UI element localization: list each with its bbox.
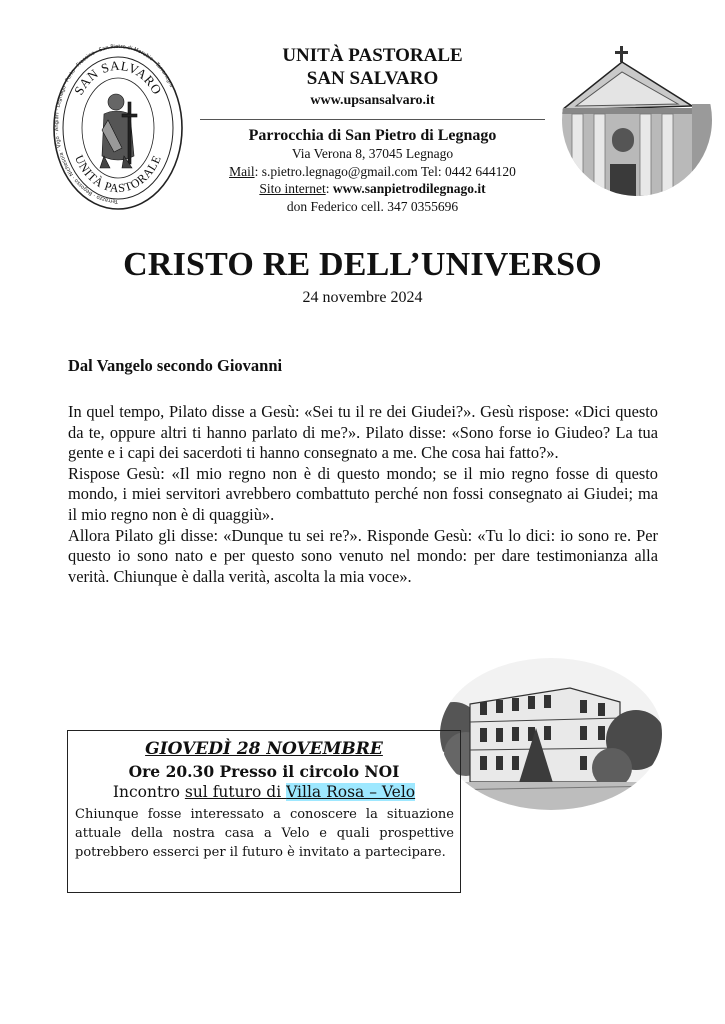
event-notice-box [67, 730, 461, 893]
site-separator: : [325, 181, 333, 196]
priest-contact: don Federico cell. 347 0355696 [286, 198, 459, 214]
event-topic-underlined: sul futuro di [184, 783, 287, 801]
parish-mail-line [200, 163, 545, 181]
gospel-text [68, 402, 658, 587]
parish-header [200, 44, 545, 215]
event-topic [68, 782, 460, 803]
church-photo [562, 44, 712, 196]
gospel-paragraph: Allora Pilato gli disse: «Dunque tu sei re?». Risponde Gesù: «Tu lo dici: io sono re. Per questo io sono nato e per questo sono venuto nel mondo: per dare testimonianza alla verità. Chiunque è dalla verità, ascolta la mia voce». [68, 525, 658, 586]
unit-title-line2: SAN SALVARO [306, 68, 439, 89]
parish-name: Parrocchia di San Pietro di Legnago [248, 127, 497, 144]
gospel-heading: Dal Vangelo secondo Giovanni [68, 356, 283, 375]
event-description: Chiunque fosse interessato a conoscere la situazione attuale della nostra casa a Velo e quali prospettive potrebbero esserci per il futuro è invitato a partecipare. [75, 807, 454, 860]
header-divider [200, 119, 545, 120]
gospel-paragraph: Rispose Gesù: «Il mio regno non è di questo mondo; se il mio regno fosse di questo mondo, i miei servitori avrebbero combattuto perché non fossi consegnato ai Giudei; ma il mio regno non è di quaggiù». [68, 463, 658, 524]
event-day: GIOVEDÌ 28 NOVEMBRE [145, 739, 383, 759]
unit-title-line1: UNITÀ PASTORALE [282, 45, 463, 66]
event-topic-prefix: Incontro [112, 783, 185, 801]
event-topic-highlight: Villa Rosa – Velo [286, 783, 416, 801]
seal-bottom-text: UNITÀ PASTORALE [72, 152, 164, 196]
unit-website-link[interactable]: www.upsansalvaro.it [310, 93, 435, 108]
mail-label: Mail [229, 163, 255, 179]
event-time-place: Ore 20.30 Presso il circolo NOI [128, 762, 400, 781]
parish-address: Via Verona 8, 37045 Legnago [291, 146, 454, 161]
gospel-paragraph: In quel tempo, Pilato disse a Gesù: «Sei tu il re dei Giudei?». Gesù rispose: «Dici questo da te, oppure altri ti hanno parlato di me?». Pilato disse: «Sono forse io Giudeo? La tua gente e i capi dei sacerdoti ti hanno consegnato a me. Che cosa hai fatto?». [68, 402, 658, 463]
seal-ring-text: Terrazzo · Begosso · Nichesola · Vigo · Angiari · Legnago · Porto · Frassino · San Pietro di Morubio · Terranegra [54, 44, 175, 205]
seal-top-text: SAN SALVARO [70, 57, 166, 98]
parish-website-link[interactable]: www.sanpietrodilegnago.it [332, 181, 486, 196]
villa-rosa-photo [440, 658, 662, 810]
page-title: CRISTO RE DELL’UNIVERSO [123, 246, 602, 283]
parish-site-line [200, 180, 545, 198]
mail-value[interactable]: : s.pietro.legnago@gmail.com Tel: 0442 644120 [254, 163, 516, 179]
parish-seal-logo [52, 44, 184, 212]
page-date: 24 novembre 2024 [302, 289, 423, 306]
site-label: Sito internet [259, 181, 326, 196]
